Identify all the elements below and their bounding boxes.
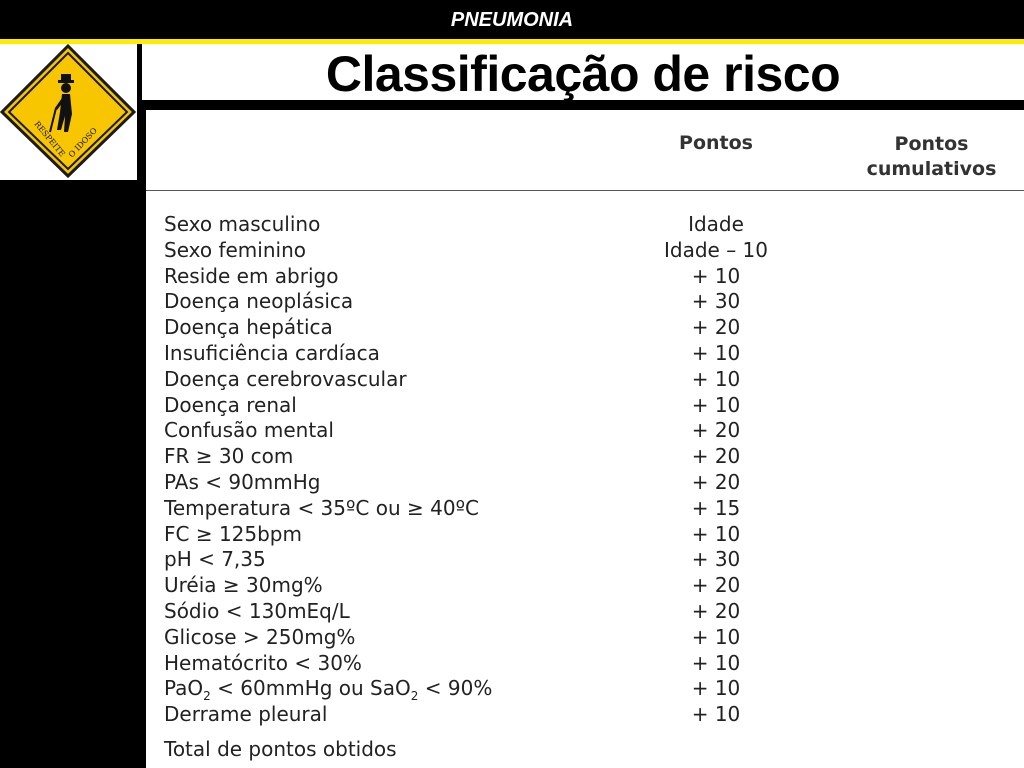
row-points: + 20 — [691, 444, 741, 469]
row-label: Doença neoplásica — [164, 289, 354, 314]
sign-text-left: RESPEITE — [32, 119, 67, 159]
risk-score-table — [146, 110, 1024, 768]
row-label-part: < 90% — [418, 676, 493, 701]
row-points: + 10 — [691, 366, 741, 391]
table-row — [146, 650, 1024, 676]
row-label: Sexo masculino — [164, 212, 321, 236]
row-label: PAs < 90mmHg — [164, 470, 321, 494]
row-label: Glicose > 250mg% — [164, 624, 356, 649]
total-points-label: Total de pontos obtidos — [164, 737, 397, 761]
row-points: + 10 — [691, 676, 741, 701]
row-label: Hematócrito < 30% — [164, 650, 362, 675]
row-points: + 20 — [691, 573, 741, 598]
header-title: PNEUMONIA — [450, 9, 574, 31]
row-points: + 10 — [691, 521, 741, 546]
table-row — [146, 624, 1024, 650]
header-bar — [0, 0, 1024, 39]
row-label: FR ≥ 30 com — [164, 444, 294, 469]
row-points: + 15 — [691, 495, 741, 520]
row-label: Sexo feminino — [164, 237, 306, 262]
table-row — [146, 675, 1024, 704]
row-points: + 20 — [691, 315, 741, 340]
row-label: Derrame pleural — [164, 702, 328, 727]
row-points: + 20 — [691, 599, 741, 623]
table-row — [146, 211, 1024, 237]
row-label: Doença cerebrovascular — [164, 366, 407, 391]
row-label-subscript: 2 — [203, 689, 211, 704]
table-row — [146, 340, 1024, 366]
row-points: + 10 — [691, 392, 741, 417]
row-points: + 20 — [691, 470, 741, 494]
table-row — [146, 701, 1024, 727]
row-points: + 30 — [691, 289, 741, 314]
table-row — [146, 392, 1024, 418]
row-points: + 10 — [691, 650, 741, 675]
table-row — [146, 598, 1024, 624]
column-header-points: Pontos — [679, 132, 753, 154]
row-points: + 20 — [691, 418, 741, 443]
row-points: + 10 — [691, 624, 741, 649]
row-label-subscript: 2 — [410, 689, 419, 704]
table-row — [146, 314, 1024, 340]
table-row — [146, 572, 1024, 598]
column-header-cumulative: Pontos cumulativos — [866, 133, 997, 180]
slide-title-box — [142, 44, 1024, 100]
row-label-part: < 60mmHg ou SaO — [210, 676, 411, 701]
table-row — [146, 443, 1024, 469]
table-row — [146, 288, 1024, 314]
table-row — [146, 417, 1024, 443]
row-label: Doença renal — [164, 392, 297, 417]
table-row — [146, 237, 1024, 263]
row-label: Sódio < 130mEq/L — [164, 599, 350, 623]
row-label: pH < 7,35 — [164, 547, 266, 572]
table-row — [146, 521, 1024, 547]
row-label: Confusão mental — [164, 418, 334, 443]
row-label: Insuficiência cardíaca — [164, 341, 380, 365]
table-header — [146, 110, 1024, 191]
row-points: Idade — [688, 212, 744, 236]
row-points: + 30 — [691, 547, 741, 572]
row-label: Uréia ≥ 30mg% — [164, 573, 323, 598]
table-row — [146, 495, 1024, 521]
row-label: Reside em abrigo — [164, 263, 339, 288]
row-label: Temperatura < 35ºC ou ≥ 40ºC — [164, 495, 479, 520]
slide-title: Classificação de risco — [325, 46, 841, 102]
elderly-sign-icon — [0, 44, 137, 180]
row-label: Doença hepática — [164, 315, 333, 340]
row-points: + 10 — [691, 702, 741, 727]
row-points: + 10 — [691, 341, 741, 365]
elderly-crossing-sign — [0, 44, 137, 180]
table-row — [146, 546, 1024, 572]
row-points: Idade – 10 — [663, 237, 768, 262]
sign-text-right: O IDOSO — [66, 126, 100, 160]
table-row — [146, 263, 1024, 289]
row-points: + 10 — [691, 263, 741, 288]
table-row — [146, 366, 1024, 392]
row-label: FC ≥ 125bpm — [164, 521, 302, 546]
table-row — [146, 469, 1024, 495]
row-label-part: PaO — [164, 676, 204, 701]
